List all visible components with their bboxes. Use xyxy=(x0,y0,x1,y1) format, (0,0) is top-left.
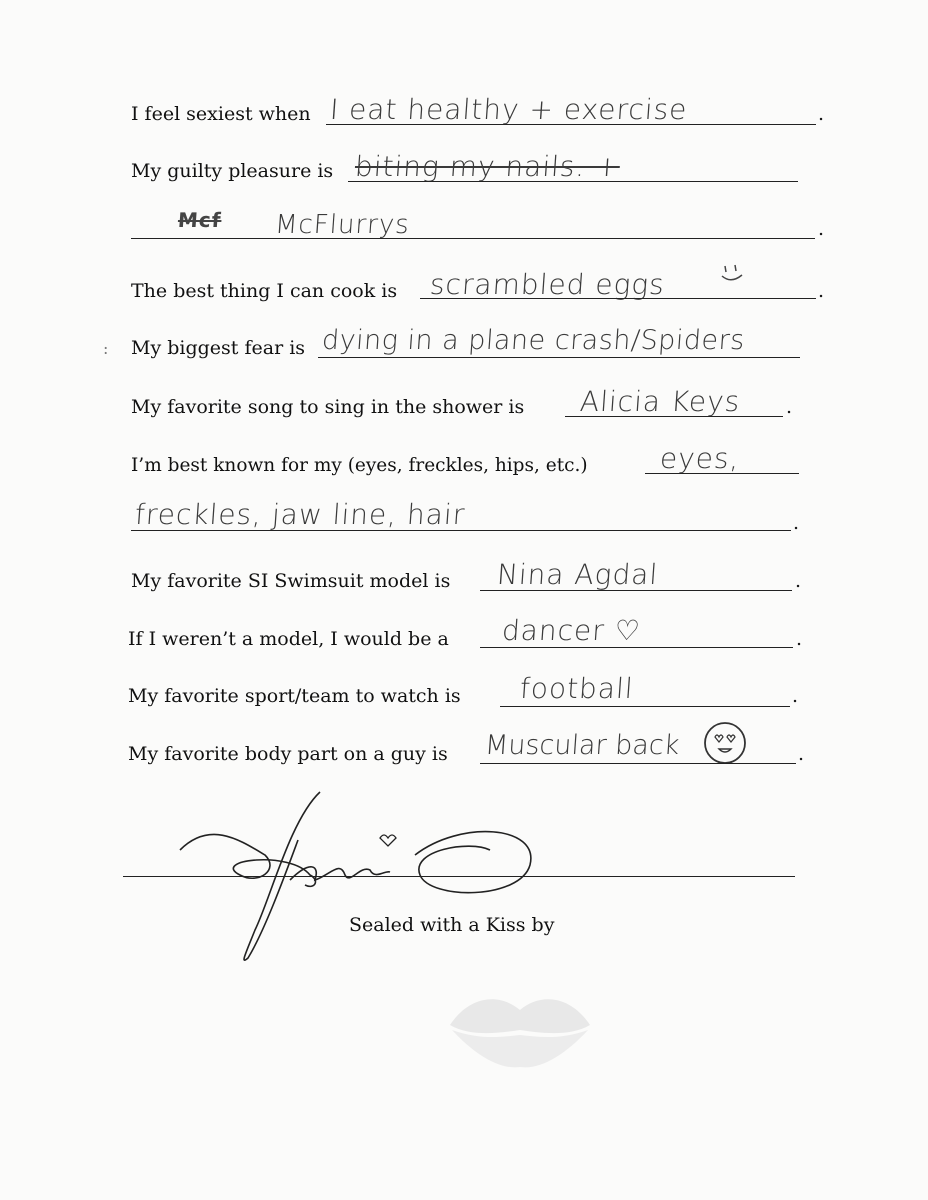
answer-line-continued xyxy=(131,238,815,239)
answer-line-continued xyxy=(131,530,791,531)
signature-line xyxy=(123,876,795,877)
sealed-label: Sealed with a Kiss by xyxy=(349,914,555,936)
handwritten-answer: Nina Agdal xyxy=(495,558,660,591)
field-label: My favorite body part on a guy is xyxy=(128,743,448,765)
field-label: My biggest fear is xyxy=(131,337,306,359)
field-label: If I weren’t a model, I would be a xyxy=(128,628,449,650)
period: . xyxy=(818,280,825,302)
handwritten-answer: biting my nails. + xyxy=(353,150,621,183)
handwritten-answer: Alicia Keys xyxy=(578,385,742,418)
field-label: My favorite sport/team to watch is xyxy=(128,685,461,707)
handwritten-answer: Muscular back xyxy=(483,730,681,761)
smiley-doodle-icon xyxy=(718,262,746,286)
handwritten-answer: dancer ♡ xyxy=(500,614,642,647)
answer-line xyxy=(326,124,816,125)
handwritten-signature xyxy=(170,780,550,970)
handwritten-answer-continued: McFlurrys xyxy=(273,210,411,240)
handwritten-answer-continued: freckles, jaw line, hair xyxy=(133,498,467,531)
period: . xyxy=(786,396,793,418)
handwritten-answer: dying in a plane crash/Spiders xyxy=(320,325,746,356)
field-label: My favorite SI Swimsuit model is xyxy=(131,570,451,592)
period: . xyxy=(798,743,805,765)
handwritten-answer: eyes, xyxy=(658,442,741,475)
answer-line xyxy=(645,473,799,474)
field-label: I’m best known for my (eyes, freckles, hips, etc.) xyxy=(131,455,588,476)
margin-mark: : xyxy=(103,339,109,358)
handwritten-answer: football xyxy=(518,672,635,705)
field-label: My guilty pleasure is xyxy=(131,160,334,182)
answer-line xyxy=(348,181,798,182)
handwritten-answer: I eat healthy + exercise xyxy=(328,93,689,126)
period: . xyxy=(818,103,825,125)
answer-line xyxy=(318,357,800,358)
field-label: I feel sexiest when xyxy=(131,103,311,125)
answer-line xyxy=(565,416,783,417)
period: . xyxy=(795,570,802,592)
period: . xyxy=(818,218,825,240)
answer-line xyxy=(420,298,816,299)
heart-eyes-face-icon xyxy=(700,718,750,768)
period: . xyxy=(792,685,799,707)
answer-line xyxy=(480,590,792,591)
answer-line xyxy=(480,763,796,764)
answer-line xyxy=(500,706,790,707)
period: . xyxy=(793,512,800,534)
kiss-print-icon xyxy=(440,985,600,1085)
field-label: My favorite song to sing in the shower is xyxy=(131,396,525,418)
crossed-out-text: Mcf xyxy=(177,208,223,232)
field-label: The best thing I can cook is xyxy=(131,280,398,302)
handwritten-answer: scrambled eggs xyxy=(428,268,666,301)
period: . xyxy=(796,628,803,650)
answer-line xyxy=(480,647,793,648)
